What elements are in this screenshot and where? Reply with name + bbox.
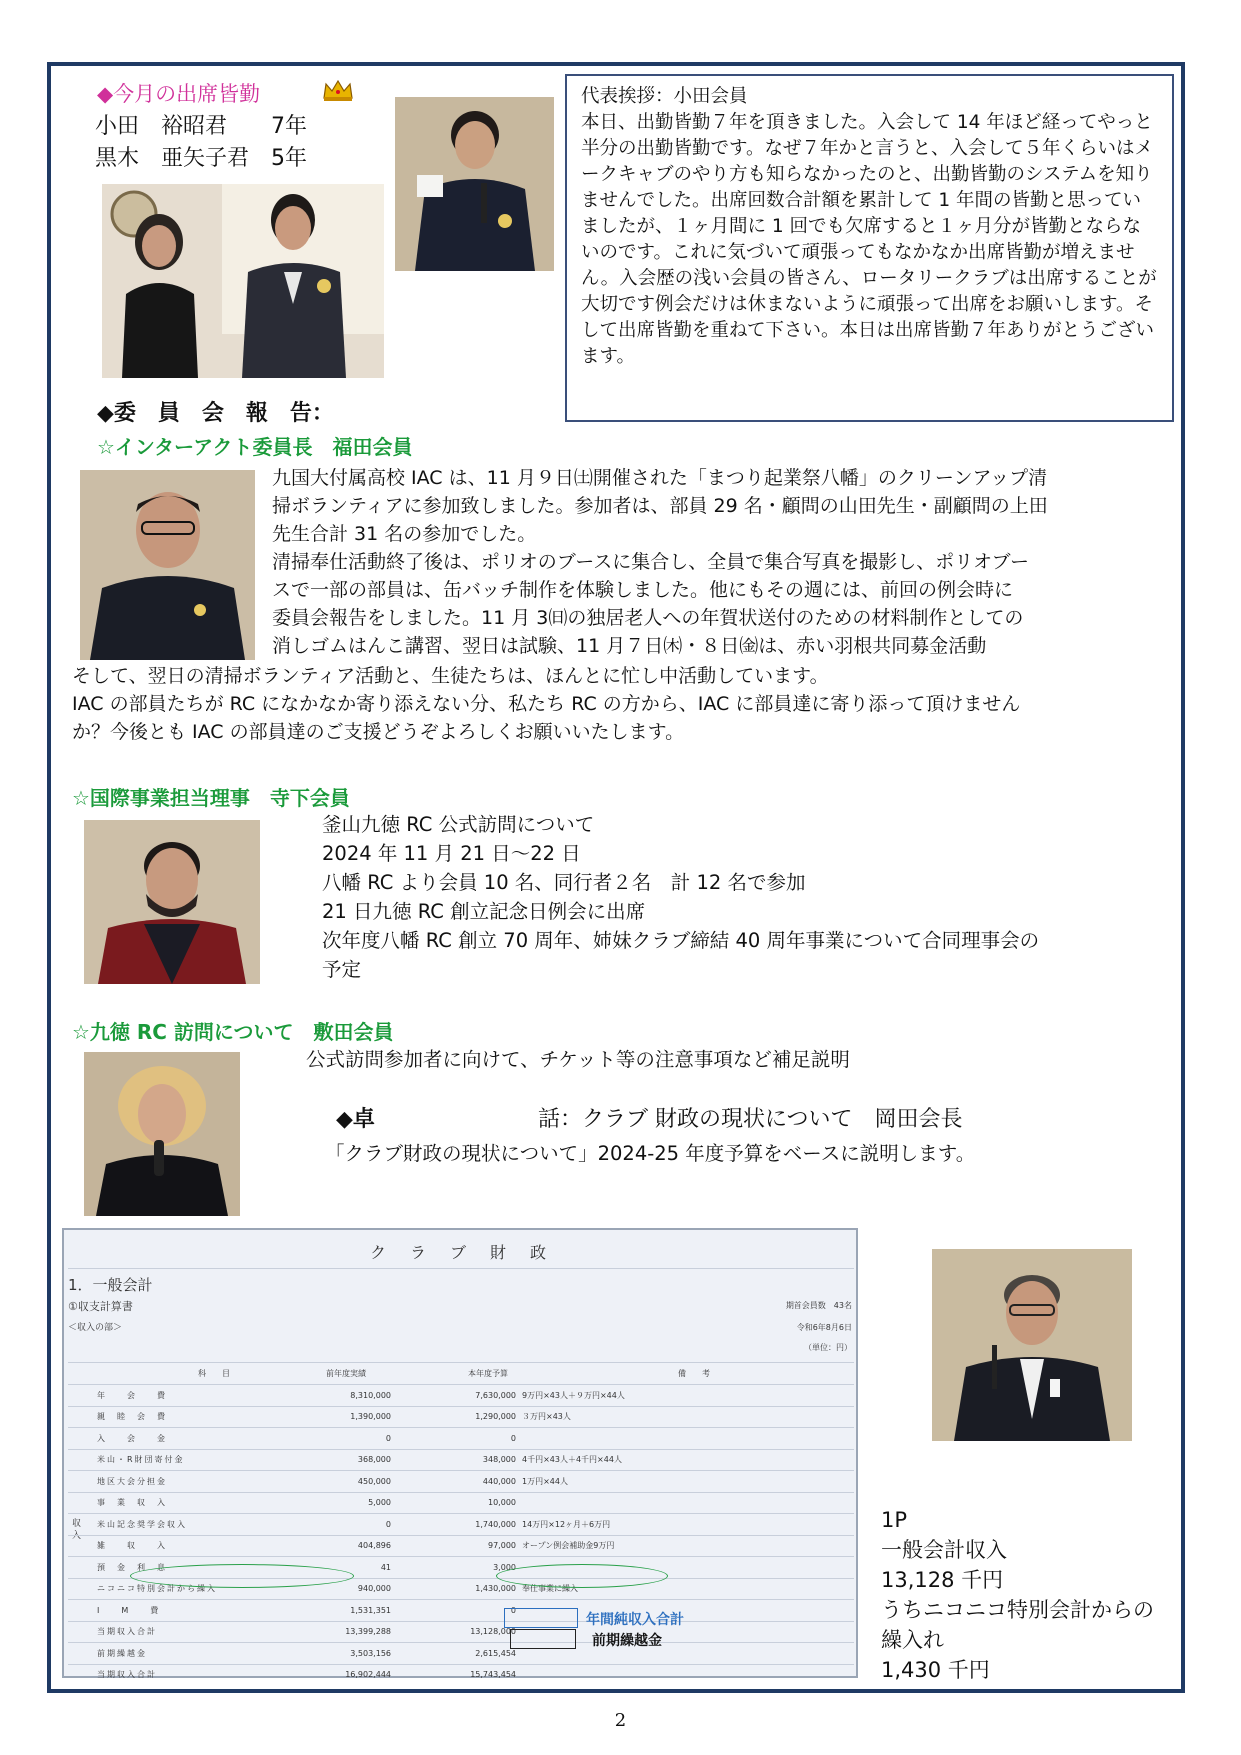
cell-item: 親 睦 会 費 (94, 1406, 279, 1428)
annot-net-income: 年間純収入合計 (586, 1612, 684, 1628)
table-row (68, 1664, 854, 1685)
header-prev: 前年度実績 (326, 1369, 366, 1378)
report-line: 掃ボランティアに参加致しました。参加者は、部員 29 名・顧問の山田先生・副顧問の上田 (272, 495, 1048, 517)
row-spacer (68, 1557, 94, 1579)
row-spacer (68, 1578, 94, 1600)
cell-prev: 16,902,444 (279, 1664, 394, 1685)
sheet-subsection: ①収支計算書 (68, 1300, 133, 1313)
cell-prev: 41 (279, 1557, 394, 1579)
sheet-section: 1．一般会計 (68, 1276, 153, 1294)
member-name: 黒木 亜矢子君 (95, 146, 250, 171)
report-line: 清掃奉仕活動終了後は、ポリオのブースに集合し、全員で集合写真を撮影し、ポリオブー (272, 551, 1029, 573)
cell-item: 当期収入合計 (94, 1621, 279, 1643)
cell-item: I M 費 (94, 1600, 279, 1622)
summary-line: うちニコニコ特別会計からの (881, 1598, 1154, 1622)
row-spacer (68, 1406, 94, 1428)
committee-heading: ◆委 員 会 報 告： (97, 401, 334, 426)
cell-item: 地区大会分担金 (94, 1471, 279, 1493)
table-row (68, 1600, 854, 1622)
cell-prev: 450,000 (279, 1471, 394, 1493)
sheet-side-label: 収入 (72, 1519, 82, 1541)
cell-item: 米山・R財団寄付金 (94, 1449, 279, 1471)
cell-budget: 348,000 (394, 1449, 519, 1471)
speaker-photo-fukuda (80, 470, 255, 660)
row-spacer (68, 1385, 94, 1407)
cell-item: 入 会 金 (94, 1428, 279, 1450)
cell-budget: 15,743,454 (394, 1664, 519, 1685)
member-years: 5年 (271, 146, 308, 171)
cell-prev: 5,000 (279, 1492, 394, 1514)
table-row (68, 1385, 854, 1407)
greeting-box (565, 74, 1174, 422)
attendance-heading: ◆今月の出席皆勤 (97, 82, 261, 106)
attendance-list (95, 111, 307, 175)
greeting-title: 代表挨拶：小田会員 (581, 86, 748, 107)
report-line: 予定 (322, 958, 362, 981)
member-years: 7年 (271, 114, 308, 139)
row-spacer (68, 1514, 94, 1536)
cell-prev: 1,390,000 (279, 1406, 394, 1428)
row-spacer (68, 1643, 94, 1665)
summary-line: 一般会計収入 (881, 1538, 1007, 1562)
cell-budget: 10,000 (394, 1492, 519, 1514)
table-row (68, 1471, 854, 1493)
cell-prev: 0 (279, 1514, 394, 1536)
cell-budget: 1,290,000 (394, 1406, 519, 1428)
page-number: 2 (614, 1710, 627, 1731)
cell-budget: 0 (394, 1600, 519, 1622)
speaker-photo-okada (932, 1249, 1132, 1441)
talk-subtitle: 「クラブ財政の現状について」2024-25 年度予算をベースに説明します。 (325, 1142, 976, 1165)
cell-note: 9万円×43人＋９万円×44人 (519, 1385, 854, 1407)
report-line: 消しゴムはんこ講習、翌日は試験、11 月７日㈭・８日㈮は、赤い羽根共同募金活動 (272, 635, 987, 657)
cell-item: 当期収入合計 (94, 1664, 279, 1685)
report-line: IAC の部員たちが RC になかなか寄り添えない分、私たち RC の方から、IAC に部員達に寄り添って頂けません (72, 693, 1021, 715)
sheet-date: 令和6年8月6日 (796, 1323, 852, 1332)
cell-note: オープン例会補助金9万円 (519, 1535, 854, 1557)
row-spacer (68, 1449, 94, 1471)
annot-carryover: 前期繰越金 (592, 1633, 662, 1649)
row-spacer (68, 1492, 94, 1514)
table-row (68, 1643, 854, 1665)
row-spacer (68, 1428, 94, 1450)
table-row (68, 1406, 854, 1428)
report-line: 次年度八幡 RC 創立 70 周年、姉妹クラブ締結 40 周年事業について合同理事会の (322, 929, 1040, 952)
cell-note: 4千円×43人＋4千円×44人 (519, 1449, 854, 1471)
cell-item: ニコニコ特別会計から繰入 (94, 1578, 279, 1600)
report-line: 委員会報告をしました。11 月 3㈰の独居老人への年賀状送付のための材料制作としての (272, 607, 1024, 629)
cell-note (519, 1664, 854, 1685)
cell-prev: 404,896 (279, 1535, 394, 1557)
cell-budget: 7,630,000 (394, 1385, 519, 1407)
interact-report-wide (72, 662, 1182, 746)
cell-note: 1万円×44人 (519, 1471, 854, 1493)
report-line: 九国大付属高校 IAC は、11 月９日㈯開催された「まつり起業祭八幡」のクリーンアップ清 (272, 467, 1048, 489)
cell-prev: 368,000 (279, 1449, 394, 1471)
cell-prev: 8,310,000 (279, 1385, 394, 1407)
cell-note: 14万円×12ヶ月＋6万円 (519, 1514, 854, 1536)
report-line: スで一部の部員は、缶バッチ制作を体験しました。他にもその週には、前回の例会時に (272, 579, 1014, 601)
cell-item: 米山記念奨学会収入 (94, 1514, 279, 1536)
member-name: 小田 裕昭君 (95, 114, 228, 139)
header-item: 科 目 (198, 1369, 230, 1378)
speaker-photo-oda (395, 97, 554, 271)
cell-item: 預 金 利 息 (94, 1557, 279, 1579)
sheet-unit: （単位：円） (804, 1343, 852, 1352)
cell-item: 事 業 収 入 (94, 1492, 279, 1514)
row-spacer (68, 1600, 94, 1622)
table-row (68, 1428, 854, 1450)
cell-budget: 3,000 (394, 1557, 519, 1579)
summary-line: 1,430 千円 (881, 1658, 990, 1682)
sheet-header-row (68, 1362, 854, 1383)
sheet-income-part: ＜収入の部＞ (68, 1323, 123, 1333)
summary-line: 13,128 千円 (881, 1568, 1004, 1592)
table-row (68, 1535, 854, 1557)
speaker-photo-terashita (84, 820, 260, 984)
cell-budget: 97,000 (394, 1535, 519, 1557)
summary-line: 繰入れ (881, 1628, 944, 1652)
talk-heading-a: ◆卓 (336, 1107, 375, 1132)
interact-title: ☆インターアクト委員長 福田会員 (97, 435, 413, 459)
cell-note: ３万円×43人 (519, 1406, 854, 1428)
cell-prev: 1,531,351 (279, 1600, 394, 1622)
report-line: 2024 年 11 月 21 日～22 日 (322, 842, 581, 865)
talk-heading-b: 話：クラブ 財政の現状について 岡田会長 (538, 1107, 963, 1132)
cell-prev: 3,503,156 (279, 1643, 394, 1665)
table-row (68, 1492, 854, 1514)
sheet-title: ク ラ ブ 財 政 (369, 1243, 550, 1262)
row-spacer (68, 1535, 94, 1557)
greeting-body: 本日、出勤皆勤７年を頂きました。入会して 14 年ほど経ってやっと半分の出勤皆勤です。なぜ７年かと言うと、入会して５年くらいはメークキャブのやり方も知らなかったのと、出勤皆勤のシステムを知りませんでした。出席回数合計額を累計して 1 年間の皆勤と思っていましたが、１ヶ月間に 1 回でも欠席すると１ヶ月分が皆勤とならないのです。これに気づいて頑張ってもなかなか出席皆勤が増えません。入会歴の浅い会員の皆さん、ロータリークラブは出席することが大切です例会だけは休まないように頑張って出席をお願いします。そして出席皆勤を重ねて下さい。本日は出席皆勤７年ありがとうございます。 (581, 112, 1157, 367)
header-note: 備 考 (678, 1369, 710, 1378)
cell-item: 雑 収 入 (94, 1535, 279, 1557)
row-spacer (68, 1621, 94, 1643)
cell-budget: 13,128,000 (394, 1621, 519, 1643)
cell-budget: 440,000 (394, 1471, 519, 1493)
cell-budget: 1,430,000 (394, 1578, 519, 1600)
highlight-box-net-income (504, 1608, 578, 1628)
row-spacer (68, 1664, 94, 1685)
gudeok-line: 公式訪問参加者に向けて、チケット等の注意事項など補足説明 (306, 1048, 850, 1071)
report-line: そして、翌日の清掃ボランティア活動と、生徒たちは、ほんとに忙し中活動しています。 (72, 665, 829, 687)
report-line: 21 日九徳 RC 創立記念日例会に出席 (322, 900, 646, 923)
speaker-photo-shikita (84, 1052, 240, 1216)
cell-prev: 13,399,288 (279, 1621, 394, 1643)
highlight-ellipse-item (130, 1564, 354, 1588)
cell-prev: 0 (279, 1428, 394, 1450)
finance-sheet (62, 1228, 858, 1678)
finance-table (68, 1384, 854, 1685)
highlight-box-carryover (510, 1629, 576, 1649)
header-budget: 本年度予算 (468, 1369, 508, 1378)
cell-budget: 2,615,454 (394, 1643, 519, 1665)
table-row (68, 1514, 854, 1536)
cell-item: 前期繰越金 (94, 1643, 279, 1665)
report-line: 八幡 RC より会員 10 名、同行者２名 計 12 名で参加 (322, 871, 806, 894)
report-line: 釜山九徳 RC 公式訪問について (322, 813, 595, 836)
cell-note: 奉仕事業に繰入 (519, 1578, 854, 1600)
international-title: ☆国際事業担当理事 寺下会員 (72, 786, 350, 810)
cell-prev: 940,000 (279, 1578, 394, 1600)
cell-note (519, 1428, 854, 1450)
cell-budget: 0 (394, 1428, 519, 1450)
cell-item: 年 会 費 (94, 1385, 279, 1407)
cell-budget: 1,740,000 (394, 1514, 519, 1536)
international-report (322, 810, 1182, 984)
interact-report (272, 464, 1172, 660)
report-line: か？今後とも IAC の部員達のご支援どうぞよろしくお願いいたします。 (72, 721, 685, 743)
summary-line: 1P (881, 1508, 908, 1532)
table-row (68, 1449, 854, 1471)
report-line: 先生合計 31 名の参加でした。 (272, 523, 537, 545)
attendance-photo (102, 184, 384, 378)
highlight-ellipse-budget (496, 1564, 668, 1588)
row-spacer (68, 1471, 94, 1493)
crown-icon (322, 78, 354, 102)
sheet-member-count: 期首会員数 43名 (785, 1301, 852, 1310)
gudeok-title: ☆九徳 RC 訪問について 敷田会員 (72, 1020, 394, 1044)
cell-note (519, 1492, 854, 1514)
table-row (68, 1621, 854, 1643)
income-summary (881, 1505, 1154, 1685)
